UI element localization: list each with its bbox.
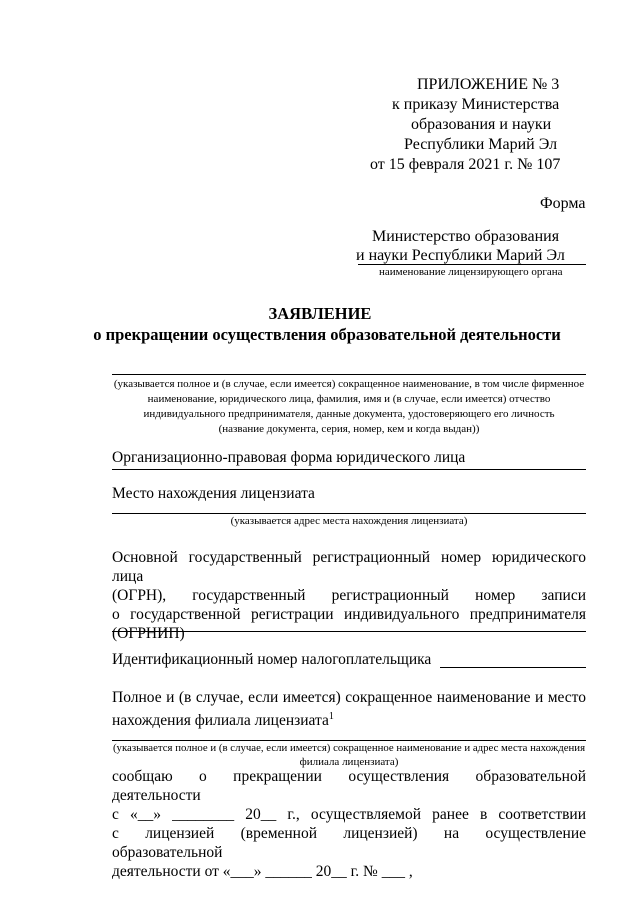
org-form-label: Организационно-правовая форма юридического лица: [112, 449, 466, 466]
location-line: [112, 513, 586, 514]
form-label: Форма: [540, 195, 586, 212]
branch-caption: [108, 741, 590, 769]
authority-caption: наименование лицензирующего органа: [379, 266, 563, 278]
statement-line-3: с лицензией (временной лицензией) на осуществление образовательной: [112, 825, 586, 861]
branch-label: [112, 688, 586, 730]
ogrn-label: [112, 548, 586, 643]
applicant-caption-line-3: индивидуального предпринимателя, данные документа, удостоверяющего его личность: [143, 408, 555, 420]
branch-line-1: Полное и (в случае, если имеется) сокращенное наименование и место: [112, 689, 586, 706]
org-form-line: [112, 469, 586, 470]
authority-line-2: и науки Республики Марий Эл: [356, 247, 565, 264]
branch-line-2: [112, 707, 586, 730]
statement-line-2: с «__» ________ 20__ г., осуществляемой ранее в соответствии: [112, 806, 586, 823]
ogrn-line-2: (ОГРН), государственный регистрационный номер записи: [112, 587, 586, 604]
footnote-mark: 1: [328, 711, 334, 722]
authority-line-1: Министерство образования: [372, 228, 560, 245]
appendix-line-3: образования и науки: [411, 116, 552, 133]
document-subtitle: о прекращении осуществления образовательной деятельности: [93, 325, 561, 344]
branch-line-2-text: нахождения филиала лицензиата: [112, 712, 329, 730]
applicant-line: [112, 374, 586, 375]
location-label: Место нахождения лицензиата: [112, 485, 315, 502]
branch-caption-line-1: (указывается полное и (в случае, если имеется) сокращенное наименование и адрес места нахождения: [112, 742, 586, 754]
appendix-line-5: от 15 февраля 2021 г. № 107: [370, 156, 561, 173]
statement-line-4: деятельности от «___» ______ 20__ г. № ___ ,: [112, 863, 413, 880]
document-title: ЗАЯВЛЕНИЕ: [268, 304, 372, 323]
ogrn-line: [112, 631, 586, 632]
location-caption: (указывается адрес места нахождения лицензиата): [230, 515, 468, 527]
applicant-caption: [108, 377, 590, 437]
appendix-line-1: ПРИЛОЖЕНИЕ № 3: [417, 76, 560, 93]
statement: [112, 767, 586, 881]
appendix-line-4: Республики Марий Эл: [404, 136, 558, 153]
statement-line-1: сообщаю о прекращении осуществления образовательной деятельности: [112, 768, 586, 804]
inn-label: Идентификационный номер налогоплательщика: [112, 651, 432, 668]
applicant-caption-line-2: наименование, юридического лица, фамилия, имя и (в случае, если имеется) отчество: [147, 393, 551, 405]
inn-line: [440, 667, 586, 668]
applicant-caption-line-4: (название документа, серия, номер, кем и когда выдан)): [218, 423, 480, 435]
ogrn-line-3: о государственной регистрации индивидуального предпринимателя: [112, 606, 586, 623]
branch-caption-line-2: филиала лицензиата): [299, 756, 399, 768]
appendix-line-2: к приказу Министерства: [392, 96, 560, 113]
applicant-caption-line-1: (указывается полное и (в случае, если имеется) сокращенное наименование, в том числе фирменное: [113, 378, 585, 390]
ogrn-line-4: (ОГРНИП): [112, 625, 185, 642]
ogrn-line-1: Основной государственный регистрационный номер юридического лица: [112, 549, 586, 585]
authority-underline: [358, 264, 586, 265]
